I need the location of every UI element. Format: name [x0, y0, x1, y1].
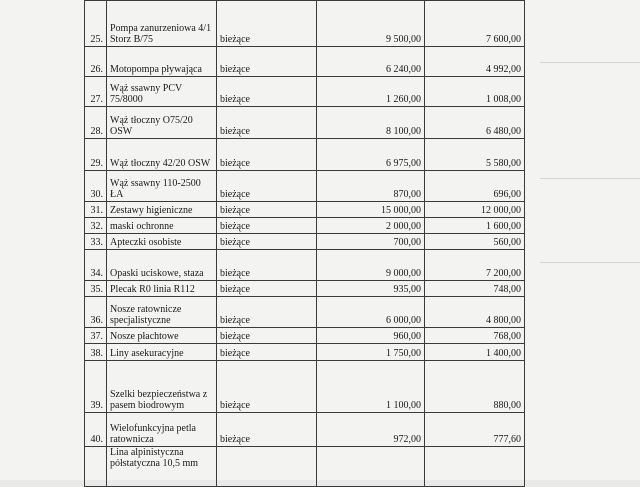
table-row: [85, 413, 525, 447]
expense-type: bieżące: [217, 413, 317, 447]
table-row: [85, 1, 525, 47]
item-name: Wąż tłoczny 42/20 OSW: [107, 139, 217, 171]
expense-type: bieżące: [217, 250, 317, 281]
row-number: 36.: [85, 297, 107, 328]
expense-type: bieżące: [217, 139, 317, 171]
row-number: 26.: [85, 47, 107, 77]
row-number: 38.: [85, 344, 107, 361]
row-number: 27.: [85, 77, 107, 107]
expense-type: bieżące: [217, 234, 317, 250]
table-row: [85, 107, 525, 139]
table-row: [85, 344, 525, 361]
item-name: Wąż tłoczny O75/20 OSW: [107, 107, 217, 139]
item-name: Wąż ssawny 110-2500 ŁA: [107, 171, 217, 202]
expense-type: bieżące: [217, 281, 317, 297]
row-number: [85, 447, 107, 487]
table-row: [85, 202, 525, 218]
amount-subsidy: 6 480,00: [425, 107, 525, 139]
table-row: [85, 281, 525, 297]
amount-subsidy: 1 400,00: [425, 344, 525, 361]
amount-total: 8 100,00: [317, 107, 425, 139]
item-name: Szelki bezpieczeństwa z pasem biodrowym: [107, 361, 217, 413]
amount-total: 1 100,00: [317, 361, 425, 413]
amount-subsidy: 5 580,00: [425, 139, 525, 171]
table-row: [85, 218, 525, 234]
item-name: Apteczki osobiste: [107, 234, 217, 250]
amount-subsidy: 12 000,00: [425, 202, 525, 218]
expense-type: bieżące: [217, 218, 317, 234]
expense-type: [217, 447, 317, 487]
item-name: Pompa zanurzeniowa 4/1 Storz B/75: [107, 1, 217, 47]
item-name: Motopompa pływająca: [107, 47, 217, 77]
item-name: Lina alpinistyczna półstatyczna 10,5 mm: [107, 447, 217, 487]
amount-total: 9 000,00: [317, 250, 425, 281]
cost-table: [84, 0, 525, 487]
expense-type: bieżące: [217, 1, 317, 47]
row-number: 31.: [85, 202, 107, 218]
amount-total: 1 750,00: [317, 344, 425, 361]
row-number: 35.: [85, 281, 107, 297]
table-row: [85, 139, 525, 171]
item-name: Wąż ssawny PCV 75/8000: [107, 77, 217, 107]
item-name: Liny asekuracyjne: [107, 344, 217, 361]
amount-subsidy: 880,00: [425, 361, 525, 413]
row-number: 28.: [85, 107, 107, 139]
row-number: 29.: [85, 139, 107, 171]
amount-subsidy: 560,00: [425, 234, 525, 250]
expense-type: bieżące: [217, 297, 317, 328]
margin-line: [540, 62, 640, 63]
row-number: 30.: [85, 171, 107, 202]
expense-type: bieżące: [217, 107, 317, 139]
expense-type: bieżące: [217, 77, 317, 107]
expense-type: bieżące: [217, 361, 317, 413]
amount-subsidy: 4 992,00: [425, 47, 525, 77]
item-name: Nosze płachtowe: [107, 328, 217, 344]
amount-subsidy: 696,00: [425, 171, 525, 202]
expense-type: bieżące: [217, 47, 317, 77]
amount-total: 15 000,00: [317, 202, 425, 218]
table-row: [85, 47, 525, 77]
amount-total: 935,00: [317, 281, 425, 297]
margin-line: [540, 178, 640, 179]
table-row: [85, 77, 525, 107]
expense-type: bieżące: [217, 344, 317, 361]
amount-subsidy: 748,00: [425, 281, 525, 297]
margin-line: [540, 262, 640, 263]
row-number: 40.: [85, 413, 107, 447]
row-number: 25.: [85, 1, 107, 47]
item-name: maski ochronne: [107, 218, 217, 234]
item-name: Plecak R0 linia R112: [107, 281, 217, 297]
table-row: [85, 234, 525, 250]
amount-subsidy: [425, 447, 525, 487]
table-row: [85, 361, 525, 413]
amount-total: 9 500,00: [317, 1, 425, 47]
amount-total: 870,00: [317, 171, 425, 202]
amount-total: 972,00: [317, 413, 425, 447]
amount-total: 6 240,00: [317, 47, 425, 77]
amount-subsidy: 7 200,00: [425, 250, 525, 281]
expense-type: bieżące: [217, 328, 317, 344]
amount-total: 6 975,00: [317, 139, 425, 171]
amount-subsidy: 4 800,00: [425, 297, 525, 328]
table-row: [85, 250, 525, 281]
row-number: 33.: [85, 234, 107, 250]
table-row: [85, 297, 525, 328]
table-row: [85, 328, 525, 344]
expense-type: bieżące: [217, 202, 317, 218]
amount-total: [317, 447, 425, 487]
row-number: 32.: [85, 218, 107, 234]
amount-subsidy: 7 600,00: [425, 1, 525, 47]
amount-total: 6 000,00: [317, 297, 425, 328]
row-number: 39.: [85, 361, 107, 413]
amount-subsidy: 1 008,00: [425, 77, 525, 107]
amount-total: 1 260,00: [317, 77, 425, 107]
amount-subsidy: 1 600,00: [425, 218, 525, 234]
table-row: [85, 171, 525, 202]
expense-type: bieżące: [217, 171, 317, 202]
item-name: Nosze ratownicze specjalistyczne: [107, 297, 217, 328]
item-name: Opaski uciskowe, staza: [107, 250, 217, 281]
row-number: 34.: [85, 250, 107, 281]
item-name: Wielofunkcyjna petla ratownicza: [107, 413, 217, 447]
amount-subsidy: 777,60: [425, 413, 525, 447]
amount-total: 2 000,00: [317, 218, 425, 234]
amount-total: 960,00: [317, 328, 425, 344]
amount-total: 700,00: [317, 234, 425, 250]
amount-subsidy: 768,00: [425, 328, 525, 344]
item-name: Zestawy higieniczne: [107, 202, 217, 218]
row-number: 37.: [85, 328, 107, 344]
table-row: [85, 447, 525, 487]
